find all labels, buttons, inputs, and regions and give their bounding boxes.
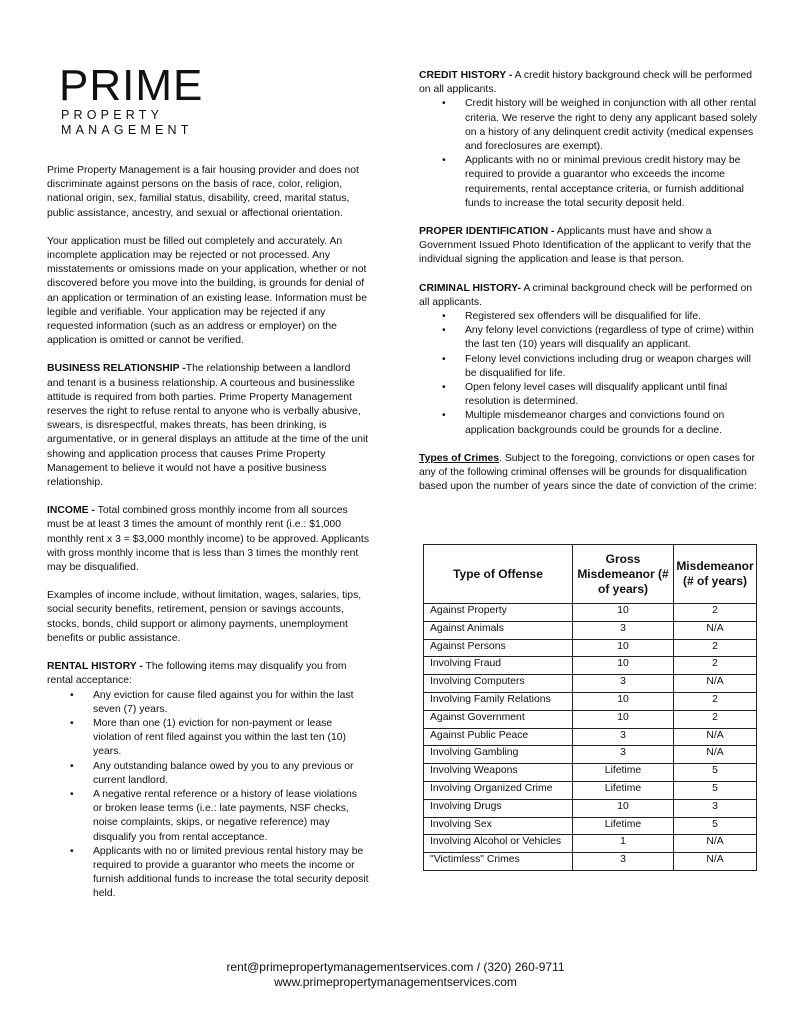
offense-type-cell: Involving Sex: [424, 817, 573, 835]
types-of-crimes-section: [419, 452, 761, 495]
bullet-icon: •: [442, 410, 446, 422]
gross-misdemeanor-cell: 3: [573, 746, 674, 764]
fair-housing-paragraph: Prime Property Management is a fair housing provider and does not discriminate against persons on the basis of race, color, religion, national origin, sex, familial status, disability, creed, marital status, public assistance, ancestry, and sexual or affectional orientation.: [47, 165, 359, 219]
misdemeanor-cell: 2: [674, 692, 757, 710]
offense-type-cell: Involving Computers: [424, 675, 573, 693]
gross-misdemeanor-cell: 10: [573, 710, 674, 728]
business-relationship-heading: BUSINESS RELATIONSHIP -: [47, 363, 186, 375]
rental-history-heading: RENTAL HISTORY -: [47, 661, 143, 673]
list-item-text: Any felony level convictions (regardless of type of crime) within the last ten (10) years will disqualify an applicant.: [465, 325, 754, 351]
table-row: [424, 621, 757, 639]
offense-type-cell: Involving Fraud: [424, 657, 573, 675]
list-item-text: Applicants with no or limited previous rental history may be required to provide a guarantor who meets the income or furnish additional funds to increase the total security deposit held.: [93, 845, 369, 900]
criminal-history-heading: CRIMINAL HISTORY-: [419, 282, 521, 294]
application-paragraph: Your application must be filled out completely and accurately. An incomplete application may be rejected or not processed. Any misstatements or omissions made on your application, whether or not discovered before you move into the building, is grounds for denial of an application or termination of an existing lease. Information must be legible and verifiable. Your application may be rejected if any requested information (such as an address or employer) on the application is omitted or cannot be verified.: [47, 235, 367, 347]
bullet-icon: •: [442, 155, 446, 167]
misdemeanor-cell: N/A: [674, 853, 757, 871]
table-row: [424, 799, 757, 817]
left-column: [47, 61, 370, 902]
business-relationship-section: [47, 362, 369, 490]
table-row: [424, 639, 757, 657]
table-row: [424, 746, 757, 764]
list-item: [419, 310, 761, 324]
column-header-gross-misdemeanor: Gross Misdemeanor (# of years): [573, 545, 674, 604]
list-item-text: A negative rental reference or a history of lease violations or broken lease terms (i.e.: late payments, NSF checks, noise complaints, skips, or negative reference) may disqualify you from rental acceptance.: [93, 788, 357, 843]
list-item-text: Multiple misdemeanor charges and convictions found on application backgrounds could be grounds for a decline.: [465, 410, 725, 436]
table-row: [424, 781, 757, 799]
offense-type-cell: Involving Family Relations: [424, 692, 573, 710]
misdemeanor-cell: 3: [674, 799, 757, 817]
gross-misdemeanor-cell: 10: [573, 604, 674, 622]
list-item: [419, 381, 761, 409]
table-row: [424, 853, 757, 871]
bullet-icon: •: [442, 98, 446, 110]
criminal-history-text: A criminal background check will be performed on all applicants.: [419, 282, 753, 308]
misdemeanor-cell: 5: [674, 817, 757, 835]
misdemeanor-cell: N/A: [674, 675, 757, 693]
list-item-text: Applicants with no or minimal previous credit history may be required to provide a guarantor who exceeds the income requirements, rental acceptance criteria, or furnish additional funds to increase the total security deposit held.: [465, 155, 744, 209]
offense-type-cell: Involving Gambling: [424, 746, 573, 764]
gross-misdemeanor-cell: 10: [573, 692, 674, 710]
list-item: [47, 717, 369, 760]
offense-type-cell: "Victimless" Crimes: [424, 853, 573, 871]
identification-section: [419, 225, 761, 268]
list-item: [419, 154, 761, 211]
offense-type-cell: Against Animals: [424, 621, 573, 639]
table-row: [424, 764, 757, 782]
gross-misdemeanor-cell: 3: [573, 675, 674, 693]
logo-management: MANAGEMENT: [61, 123, 193, 137]
table-row: [424, 817, 757, 835]
credit-history-list: [419, 97, 761, 211]
table-row: [424, 604, 757, 622]
offense-type-cell: Involving Weapons: [424, 764, 573, 782]
gross-misdemeanor-cell: 10: [573, 799, 674, 817]
criminal-history-list: [419, 310, 761, 438]
table-body: [424, 604, 757, 871]
column-header-offense: Type of Offense: [424, 545, 573, 604]
gross-misdemeanor-cell: 3: [573, 621, 674, 639]
table-row: [424, 835, 757, 853]
offense-table: [423, 544, 757, 871]
footer-contact: rent@primepropertymanagementservices.com / (320) 260-9711: [226, 960, 565, 974]
misdemeanor-cell: 2: [674, 657, 757, 675]
list-item: [47, 788, 369, 845]
table-row: [424, 710, 757, 728]
gross-misdemeanor-cell: Lifetime: [573, 817, 674, 835]
table-header-row: [424, 545, 757, 604]
misdemeanor-cell: N/A: [674, 728, 757, 746]
list-item: [419, 409, 761, 437]
bullet-icon: •: [442, 311, 446, 323]
business-relationship-text: The relationship between a landlord and tenant is a business relationship. A courteous and businesslike attitude is required from both parties. Prime Property Management reserves the right to refuse rental to anyone who is verbally abusive, swears, is disrespectful, makes threats, has been drinking, is argumentative, or in general displays an attitude at the time of the unit showing and application process that causes Prime Property Management to believe it would not have a positive business relationship.: [47, 363, 369, 489]
rental-history-text: The following items may disqualify you from rental acceptance:: [47, 661, 347, 687]
offense-type-cell: Against Public Peace: [424, 728, 573, 746]
offense-type-cell: Against Government: [424, 710, 573, 728]
types-of-crimes-text: . Subject to the foregoing, convictions or open cases for any of the following criminal offenses will be grounds for disqualification based upon the number of years since the date of conviction of the crime:: [419, 452, 757, 493]
footer-website: www.primepropertymanagementservices.com: [274, 975, 517, 989]
gross-misdemeanor-cell: 1: [573, 835, 674, 853]
list-item: [419, 97, 761, 154]
misdemeanor-cell: 2: [674, 639, 757, 657]
bullet-icon: •: [70, 689, 74, 701]
company-logo: [47, 61, 369, 138]
list-item-text: Any eviction for cause filed against you for within the last seven (7) years.: [93, 689, 354, 715]
list-item: [47, 689, 369, 717]
column-header-misdemeanor: Misdemeanor (# of years): [674, 545, 757, 604]
rental-history-section: [47, 660, 369, 688]
offense-type-cell: Against Persons: [424, 639, 573, 657]
list-item-text: More than one (1) eviction for non-payment or lease violation of rent filed against you within the last ten (10) years.: [93, 717, 346, 758]
income-section: [47, 504, 369, 575]
identification-heading: PROPER IDENTIFICATION -: [419, 226, 555, 238]
bullet-icon: •: [70, 845, 74, 857]
misdemeanor-cell: N/A: [674, 621, 757, 639]
offense-type-cell: Involving Drugs: [424, 799, 573, 817]
bullet-icon: •: [70, 760, 74, 772]
gross-misdemeanor-cell: 10: [573, 639, 674, 657]
list-item-text: Open felony level cases will disqualify applicant until final resolution is determined.: [465, 382, 728, 408]
bullet-icon: •: [442, 325, 446, 337]
table-row: [424, 728, 757, 746]
gross-misdemeanor-cell: Lifetime: [573, 764, 674, 782]
criminal-history-section: [419, 282, 761, 310]
misdemeanor-cell: N/A: [674, 746, 757, 764]
misdemeanor-cell: 5: [674, 764, 757, 782]
list-item: [47, 845, 369, 902]
footer: [0, 960, 791, 990]
list-item: [419, 353, 761, 381]
list-item: [47, 760, 369, 788]
list-item: [419, 324, 761, 352]
misdemeanor-cell: 5: [674, 781, 757, 799]
gross-misdemeanor-cell: Lifetime: [573, 781, 674, 799]
offense-type-cell: Against Property: [424, 604, 573, 622]
list-item-text: Felony level convictions including drug or weapon charges will be disqualified for life.: [465, 353, 751, 379]
misdemeanor-cell: 2: [674, 710, 757, 728]
offense-type-cell: Involving Alcohol or Vehicles: [424, 835, 573, 853]
bullet-icon: •: [70, 788, 74, 800]
logo-prime: PRIME: [59, 61, 204, 110]
bullet-icon: •: [442, 382, 446, 394]
bullet-icon: •: [70, 717, 74, 729]
misdemeanor-cell: N/A: [674, 835, 757, 853]
gross-misdemeanor-cell: 10: [573, 657, 674, 675]
list-item-text: Any outstanding balance owed by you to any previous or current landlord.: [93, 760, 354, 786]
right-column: [419, 69, 761, 494]
table-row: [424, 675, 757, 693]
rental-history-list: [47, 689, 369, 902]
list-item-text: Registered sex offenders will be disqualified for life.: [465, 311, 702, 323]
logo-property: PROPERTY: [61, 108, 164, 122]
credit-history-text: A credit history background check will be performed on all applicants.: [419, 70, 753, 96]
credit-history-heading: CREDIT HISTORY -: [419, 70, 513, 81]
gross-misdemeanor-cell: 3: [573, 728, 674, 746]
identification-text: Applicants must have and show a Government Issued Photo Identification of the applicant to verify that the individual signing the application and lease is that person.: [419, 226, 752, 266]
gross-misdemeanor-cell: 3: [573, 853, 674, 871]
credit-history-section: [419, 69, 761, 97]
table-row: [424, 657, 757, 675]
misdemeanor-cell: 2: [674, 604, 757, 622]
list-item-text: Credit history will be weighed in conjunction with all other rental criteria. We reserve the right to deny any applicant based solely on a history of any delinquent credit activity (medical expenses and foreclosures are exempt).: [465, 98, 758, 153]
income-examples-paragraph: Examples of income include, without limitation, wages, salaries, tips, social security benefits, retirement, pension or savings accounts, stocks, bonds, child support or alimony payments, unemployment benefits or public assistance.: [47, 590, 362, 644]
income-text: Total combined gross monthly income from all sources must be at least 3 times the amount of monthly rent (i.e.: $1,000 monthly rent x 3 = $3,000 monthly income) to be approved. Applicants with gross monthly income that is less than 3 times the monthly rent may be disqualified.: [47, 505, 370, 574]
bullet-icon: •: [442, 353, 446, 365]
types-of-crimes-heading: Types of Crimes: [419, 452, 500, 464]
offense-type-cell: Involving Organized Crime: [424, 781, 573, 799]
income-heading: INCOME -: [47, 505, 95, 517]
table-row: [424, 692, 757, 710]
